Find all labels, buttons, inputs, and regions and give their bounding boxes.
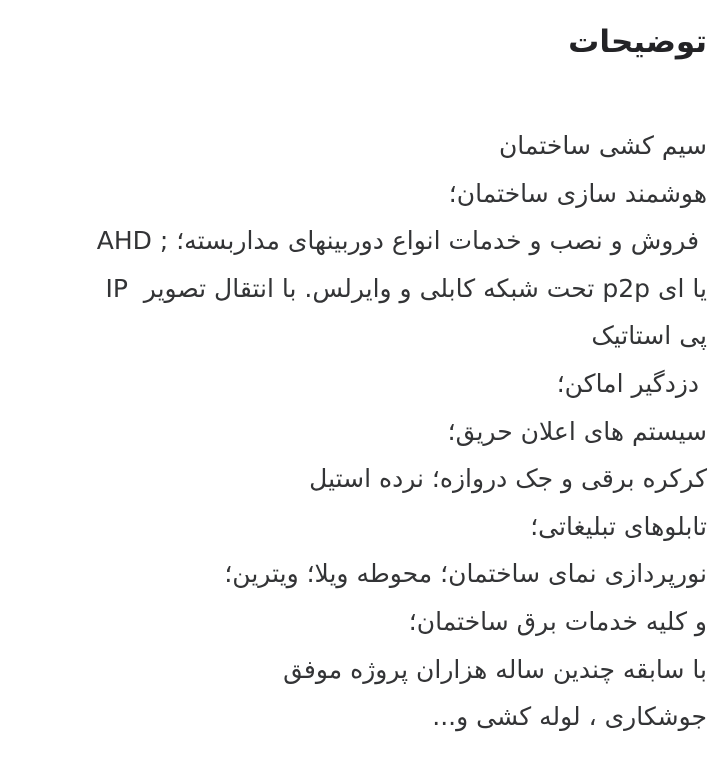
description-line: دزدگیر اماکن؛ <box>556 368 707 398</box>
description-line: تابلوهای تبلیغاتی؛ <box>530 511 707 541</box>
description-line: هوشمند سازی ساختمان؛ <box>448 178 707 208</box>
description-line: فروش و نصب و خدمات انواع دوربینهای مداربسته؛ ; AHD <box>96 226 707 256</box>
description-line: سیم کشی ساختمان <box>498 131 707 160</box>
description-line: IP تحت شبکه کابلی و وایرلس. با انتقال تصویر p2p یا ای <box>105 273 707 303</box>
description-line: پی استاتیک <box>591 321 707 351</box>
description-line: با سابقه چندین ساله هزاران پروژه موفق <box>283 654 707 684</box>
description-line: جوشکاری ، لوله کشی و... <box>432 702 707 732</box>
description-line: و کلیه خدمات برق ساختمان؛ <box>408 606 707 636</box>
section-title: توضیحات <box>568 24 707 60</box>
description-line: کرکره برقی و جک دروازه؛ نرده استیل <box>309 464 707 494</box>
description-text <box>13 122 707 741</box>
description-line: سیستم های اعلان حریق؛ <box>447 416 707 446</box>
description-line: نورپردازی نمای ساختمان؛ محوطه ویلا؛ ویترین؛ <box>224 559 707 589</box>
